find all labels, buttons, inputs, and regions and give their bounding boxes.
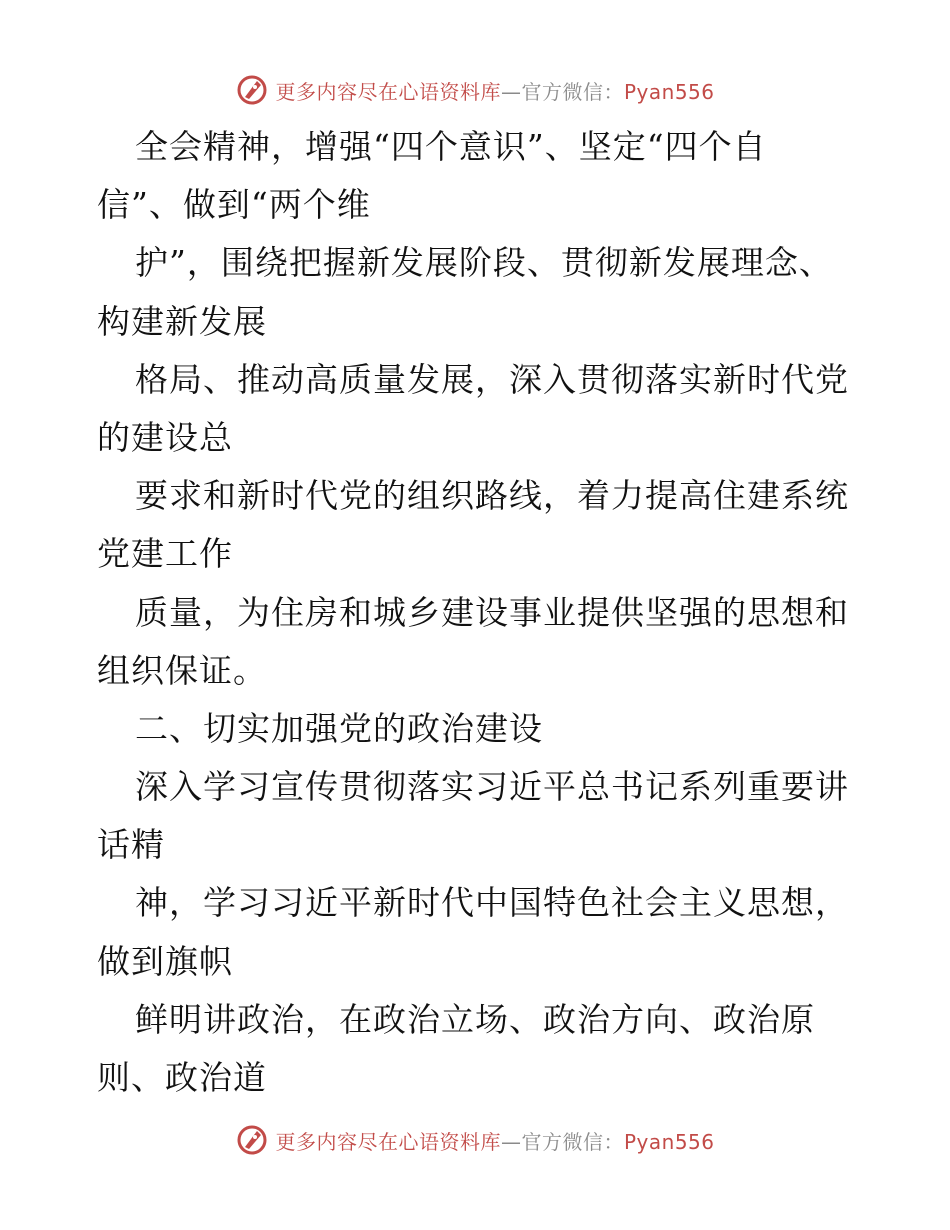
footer-watermark <box>0 1120 950 1160</box>
text-line: 则、政治道 <box>97 1058 267 1097</box>
text-line: 话精 <box>97 825 165 865</box>
text-line: 做到旗帜 <box>97 941 233 981</box>
text-line: 信”、做到“两个维 <box>97 185 371 225</box>
watermark-text: 更多内容尽在心语资料库—官方微信：Pyan556 <box>275 79 715 104</box>
text-line: 神，学习习近平新时代中国特色社会主义思想， <box>135 883 849 923</box>
text-line: 格局、推动高质量发展，深入贯彻落实新时代党 <box>135 359 849 399</box>
watermark-text: 更多内容尽在心语资料库—官方微信：Pyan556 <box>275 1129 715 1154</box>
text-line: 深入学习宣传贯彻落实习近平总书记系列重要讲 <box>135 767 849 807</box>
text-line: 的建设总 <box>97 417 233 457</box>
text-line: 二、切实加强党的政治建设 <box>135 708 543 748</box>
text-line: 要求和新时代党的组织路线，着力提高住建系统 <box>135 476 849 516</box>
text-line: 质量，为住房和城乡建设事业提供坚强的思想和 <box>135 592 849 632</box>
text-line: 护”，围绕把握新发展阶段、贯彻新发展理念、 <box>135 243 833 283</box>
pen-nib-logo-icon <box>235 1123 269 1157</box>
text-line: 党建工作 <box>97 534 233 574</box>
text-line: 全会精神，增强“四个意识”、坚定“四个自 <box>135 127 767 166</box>
header-watermark <box>0 70 950 110</box>
pen-nib-logo-icon <box>235 73 269 107</box>
document-body <box>97 118 867 1107</box>
text-line: 组织保证。 <box>97 650 267 690</box>
text-line: 鲜明讲政治，在政治立场、政治方向、政治原 <box>135 999 815 1039</box>
text-line: 构建新发展 <box>97 301 267 341</box>
